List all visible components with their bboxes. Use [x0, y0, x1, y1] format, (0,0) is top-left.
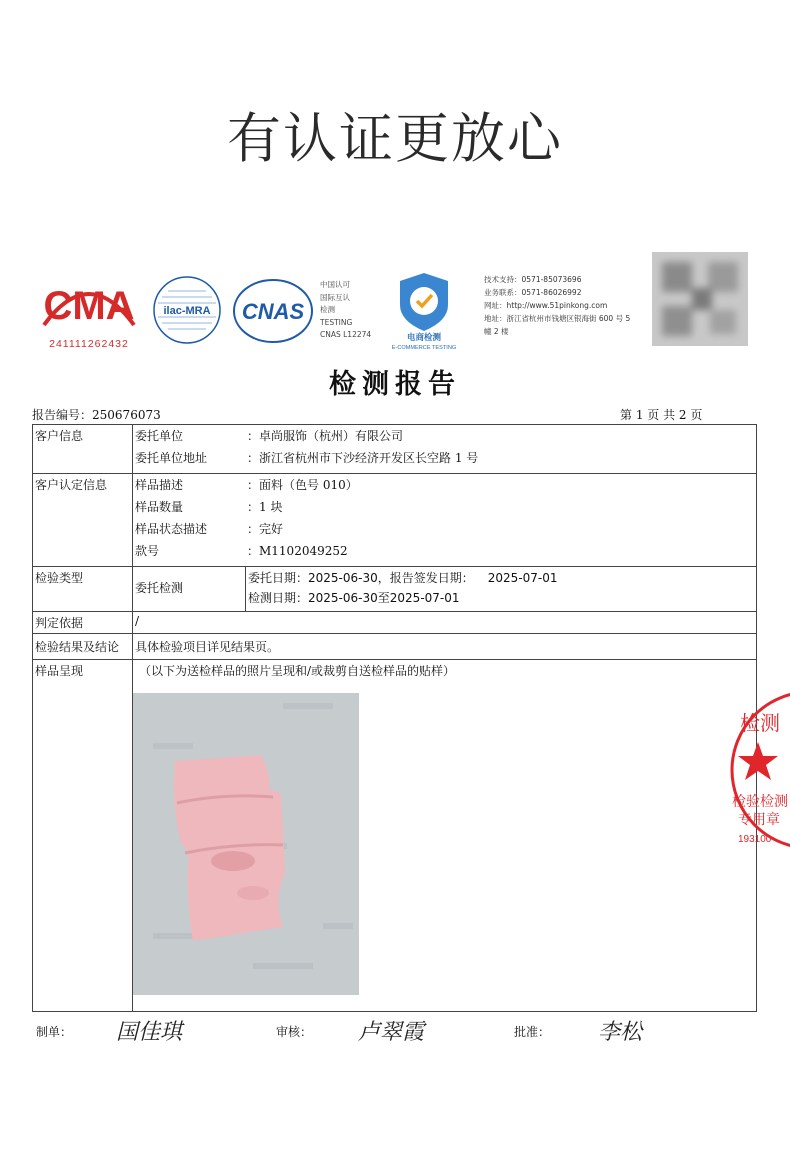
approved-label: 批准： [514, 1025, 551, 1039]
inspection-dates [245, 567, 756, 611]
cnas-caption-line: 中国认可 [320, 280, 350, 289]
result-label: 检验结果及结论 [33, 634, 133, 660]
test-date-to: 2025-07-01 [389, 591, 460, 605]
client-unit-value: ：卓尚服饰（杭州）有限公司 [247, 429, 404, 443]
table-row [33, 567, 757, 612]
stamp-number: 193100 [738, 834, 772, 845]
contact-line: 幢 2 楼 [484, 327, 509, 336]
sample-qty-label: 样品数量 [135, 500, 184, 514]
fabric-sample-image [133, 693, 359, 995]
test-date-label: 检测日期： [248, 591, 309, 605]
reviewed-signature: 卢翠霞 [358, 1020, 425, 1045]
stamp-line: 检测 [740, 711, 780, 735]
star-icon [738, 742, 778, 780]
inspection-stamp [728, 690, 790, 860]
test-date-to-word: 至 [377, 591, 390, 605]
sample-presentation-note: （以下为送检样品的照片呈现和/或裁剪自送检样品的贴样） [139, 664, 456, 678]
client-address-value: ：浙江省杭州市下沙经济开发区长空路 1 号 [247, 451, 479, 465]
prepared-signature: 国佳琪 [116, 1020, 183, 1045]
inspection-cell [133, 567, 757, 612]
result-value: 具体检验项目详见结果页。 [133, 634, 757, 660]
commission-date-label: 委托日期： [248, 571, 309, 585]
cnas-logo [232, 277, 314, 345]
sample-desc-value: ：面料（色号 010） [247, 478, 358, 492]
cma-text: CMA [43, 284, 135, 328]
signature-area [0, 1015, 790, 1055]
page-info: 第 1 页 共 2 页 [620, 408, 703, 422]
sample-qty-value: ：1 块 [247, 500, 283, 514]
table-row [33, 425, 757, 474]
report-table [32, 424, 757, 1012]
customer-label: 客户信息 [33, 425, 133, 474]
table-row [33, 474, 757, 567]
report-number-value: 250676073 [92, 408, 161, 422]
issue-date-label: 报告签发日期： [389, 571, 474, 585]
ilac-mra-logo [152, 275, 222, 345]
customer-cell [133, 425, 757, 474]
sample-presentation-cell [133, 660, 757, 1012]
stamp-line: 检验检测 [732, 794, 788, 810]
test-date-from: 2025-06-30 [308, 591, 378, 605]
ilac-text: ilac-MRA [163, 305, 211, 317]
table-row [33, 612, 757, 634]
contact-line: 地址：浙江省杭州市钱塘区银海街 600 号 5 [484, 314, 631, 323]
sample-state-label: 样品状态描述 [135, 522, 208, 536]
report-number [32, 406, 161, 423]
sample-desc-label: 样品描述 [135, 478, 184, 492]
confirm-cell [133, 474, 757, 567]
cnas-caption-line: TESTING [320, 317, 353, 327]
ecom-title: 电商检测 [406, 333, 442, 343]
qr-code-blurred [652, 252, 748, 346]
table-row [33, 634, 757, 660]
sample-presentation-label: 样品呈现 [33, 660, 133, 1012]
cma-number: 241111262432 [49, 338, 129, 350]
contact-line: 技术支持：0571-85073696 [484, 275, 582, 284]
cma-logo [38, 273, 140, 353]
sample-photo [133, 693, 359, 995]
client-unit-label: 委托单位 [135, 429, 184, 443]
confirm-label: 客户认定信息 [33, 474, 133, 567]
certification-logos [0, 265, 790, 355]
headline: 有认证更放心 [227, 107, 563, 170]
sample-state-value: ：完好 [247, 522, 284, 536]
ecom-subtitle: E-COMMERCE TESTING [391, 345, 457, 351]
report-title: 检测报告 [329, 369, 461, 400]
cnas-caption-line: 检测 [320, 305, 335, 314]
cnas-caption-line: 国际互认 [320, 292, 350, 302]
reviewed-label: 审核： [276, 1025, 313, 1039]
inspection-type-label: 检验类型 [33, 567, 133, 612]
ecommerce-testing-logo [386, 269, 462, 351]
style-no-label: 款号 [135, 544, 160, 558]
prepared-label: 制单： [36, 1025, 73, 1039]
basis-label: 判定依据 [33, 612, 133, 634]
contact-line: 网址：http://www.51pinkong.com [484, 301, 608, 310]
basis-value: / [133, 612, 757, 634]
issue-date-value: 2025-07-01 [487, 571, 558, 585]
cnas-caption [320, 279, 371, 342]
stamp-line: 专用章 [738, 812, 780, 828]
inspection-type-value: 委托检测 [135, 581, 184, 595]
contact-line: 业务联系：0571-86026992 [484, 288, 582, 297]
contact-info [484, 273, 649, 338]
client-address-label: 委托单位地址 [135, 451, 208, 465]
cnas-caption-line: CNAS L12274 [320, 330, 372, 339]
report-number-label: 报告编号： [32, 408, 93, 422]
table-row [33, 660, 757, 1012]
cnas-text: CNAS [241, 299, 305, 324]
approved-signature: 李松 [598, 1020, 643, 1045]
commission-date-value: 2025-06-30， [308, 571, 390, 585]
style-no-value: ：M1102049252 [247, 544, 348, 558]
